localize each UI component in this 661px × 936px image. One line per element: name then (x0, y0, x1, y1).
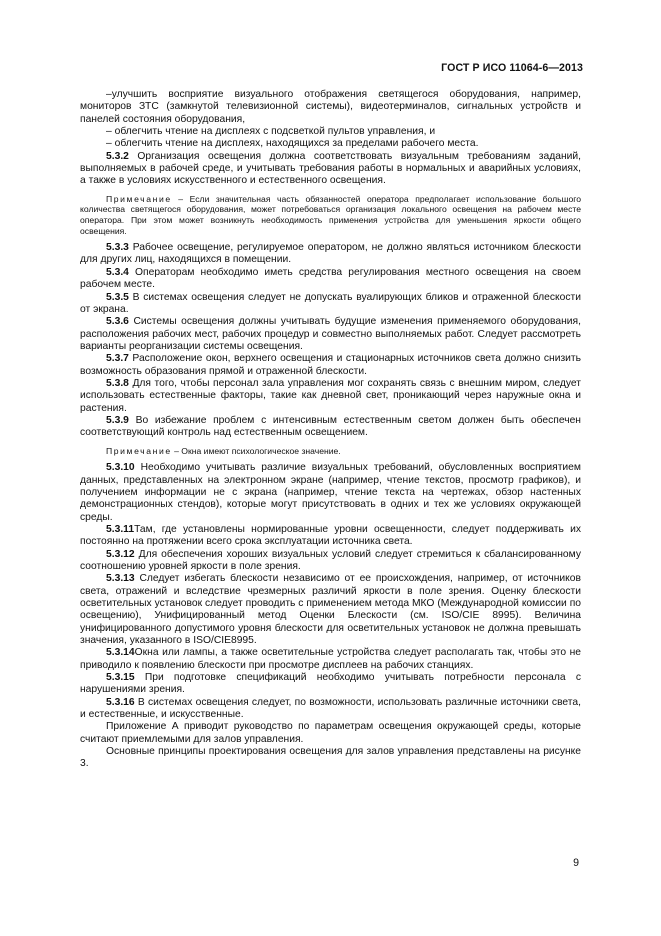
standard-header: ГОСТ Р ИСО 11064-6—2013 (441, 62, 583, 74)
clause-number: 5.3.9 (106, 414, 129, 426)
paragraph-text: Необходимо учитывать различие визуальных требований, обусловленных восприятием данных, представленных на электронном экране (например, чтение текстов, просмотр графиков), и получением информации не с экрана (например, чтение текста на чертежах, обзор настенных демонстрационных стендов), которые могут присутствовать в одних и тех же условиях окружающей среды. (80, 462, 581, 523)
clause-number: 5.3.2 (106, 150, 129, 162)
paragraph (80, 647, 581, 672)
paragraph (80, 721, 581, 746)
list-item (80, 126, 581, 138)
paragraph-text: Расположение окон, верхнего освещения и стационарных источников света должно снизить возможность образования прямой и отраженной блескости. (80, 353, 581, 377)
paragraph-text: Операторам необходимо иметь средства регулирования местного освещения на своем рабочем месте. (80, 266, 581, 291)
clause-number: 5.3.8 (106, 377, 129, 389)
clause-number: 5.3.16 (106, 696, 135, 708)
note-text: – Если значительная часть обязанностей оператора предполагает использование большого количества светящегося оборудования, может потребоваться организация локального освещения на рабочем месте оператора. При этом может возникнуть необходимость применения устройства для уменьшения яркости общего освещения. (80, 193, 581, 236)
paragraph (80, 353, 581, 378)
clause-number: 5.3.10 (106, 462, 135, 474)
clause-number: 5.3.7 (106, 353, 129, 365)
paragraph-text: – облегчить чтение на дисплеях, находящихся за пределами рабочего места. (106, 138, 479, 150)
paragraph-text: –улучшить восприятие визуального отображения светящегося оборудования, например, мониторов ЗТС (замкнутой телевизионной системы), видеотерминалов, сигнальных устройств и панелей состояния оборудования, (80, 89, 581, 125)
paragraph (80, 89, 581, 126)
paragraph (80, 378, 581, 415)
paragraph (80, 242, 581, 267)
paragraph (80, 316, 581, 353)
clause-number: 5.3.15 (106, 672, 135, 684)
paragraph (80, 415, 581, 440)
paragraph (80, 672, 581, 697)
paragraph-text: Основные принципы проектирования освещения для залов управления представлены на рисунке 3. (80, 746, 581, 770)
clause-number: 5.3.13 (106, 573, 135, 585)
paragraph (80, 697, 581, 722)
paragraph-text: Организация освещения должна соответствовать визуальным требованиям заданий, выполняемых в рабочей среде, и учитывать требования работы в нормальных и аварийных условиях, а также в условиях искусственного и естественного освещения. (80, 150, 581, 187)
paragraph-text: Для того, чтобы персонал зала управления мог сохранять связь с внешним миром, следует использовать естественные факторы, такие как дневной свет, проникающий через наружные окна и растения. (80, 377, 581, 414)
paragraph-text: Для обеспечения хороших визуальных условий следует стремиться к сбалансированному соотношению уровней яркости в поле зрения. (80, 548, 581, 572)
paragraph (80, 267, 581, 292)
note-text: – Окна имеют психологическое значение. (171, 445, 341, 456)
note-label: Примечание (106, 193, 172, 204)
paragraph-text: Приложение А приводит руководство по параметрам освещения окружающей среды, которые считают приемлемыми для залов управления. (80, 721, 581, 745)
note (80, 194, 581, 236)
clause-number: 5.3.6 (106, 316, 129, 328)
paragraph-text: Рабочее освещение, регулируемое оператором, не должно являться источником блескости для других лиц, находящихся в помещении. (80, 242, 581, 266)
clause-number: 5.3.5 (106, 291, 129, 303)
clause-number: 5.3.11 (106, 523, 135, 535)
paragraph-text: В системах освещения следует, по возможности, использовать различные источники света, и естественные, и искусственные. (80, 696, 581, 721)
note (80, 446, 581, 457)
clause-number: 5.3.3 (106, 242, 129, 254)
note-label: Примечание (106, 445, 172, 456)
paragraph-text: В системах освещения следует не допускать вуалирующих бликов и отраженной блескости от экрана. (80, 291, 581, 315)
paragraph (80, 746, 581, 771)
paragraph-text: Там, где установлены нормированные уровни освещенности, следует поддерживать их постоянно на протяжении всего срока эксплуатации источника света. (80, 523, 581, 548)
paragraph (80, 524, 581, 549)
paragraph (80, 462, 581, 524)
list-item (80, 138, 581, 150)
paragraph-text: Следует избегать блескости независимо от ее происхождения, например, от источников света, отражений и вследствие чрезмерных различий яркости в поле зрения. Оценку блескости осветительных установок следует проводить с применением метода МКО (Международной комиссии по освещению), Унифицированный метод Оценки Блескости (см. ISO/CIE 8995). Величина унифицированного допустимого уровня блескости для осветительных установок не должна превышать значения, указанного в ISO/CIE8995. (80, 573, 581, 647)
paragraph-text: – облегчить чтение на дисплеях с подсветкой пультов управления, и (106, 126, 436, 138)
paragraph (80, 573, 581, 647)
paragraph-text: Системы освещения должны учитывать будущие изменения применяемого оборудования, расположения рабочих мест, рабочих процедур и совместно выполняемых работ. Следует рассмотреть варианты реорганизации системы освещения. (80, 316, 581, 352)
paragraph (80, 292, 581, 317)
clause-number: 5.3.12 (106, 548, 135, 560)
paragraph-text: Окна или лампы, а также осветительные устройства следует располагать так, чтобы это не приводило к появлению блескости при просмотре дисплеев на рабочих станциях. (80, 647, 581, 671)
paragraph (80, 549, 581, 574)
paragraph-text: Во избежание проблем с интенсивным естественным светом должен быть обеспечен соответствующий контроль над естественным освещением. (80, 414, 581, 439)
document-body (80, 89, 581, 771)
page-number: 9 (573, 857, 579, 869)
clause-number: 5.3.14 (106, 647, 135, 659)
paragraph-text: При подготовке спецификаций необходимо учитывать потребности персонала с нарушениями зрения. (80, 672, 581, 696)
paragraph (80, 151, 581, 188)
clause-number: 5.3.4 (106, 266, 129, 278)
